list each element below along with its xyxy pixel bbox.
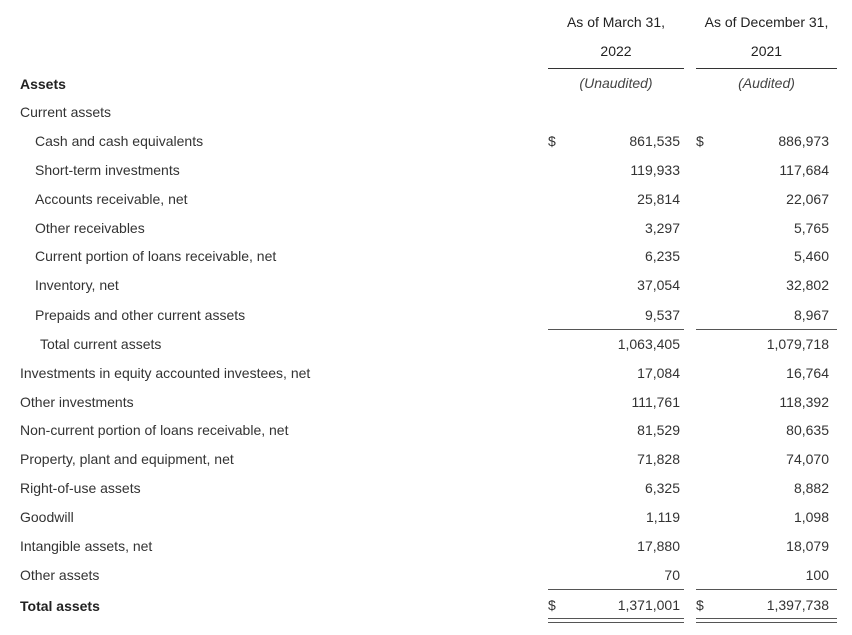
cell-2022-short-term-investments: 119,933 bbox=[630, 162, 680, 178]
row-label-equity-investees: Investments in equity accounted investees, net bbox=[20, 365, 311, 381]
row-label-intangible-assets: Intangible assets, net bbox=[20, 538, 153, 554]
col-2021-header-rule bbox=[696, 68, 837, 69]
cell-2021-total-assets: 1,397,738 bbox=[766, 597, 829, 613]
cell-2021-total-current-assets: 1,079,718 bbox=[766, 336, 829, 352]
col-2022-subheader: (Unaudited) bbox=[579, 75, 653, 91]
col-2022-header-year: 2022 bbox=[600, 43, 632, 59]
currency-symbol: $ bbox=[548, 597, 556, 613]
subsection-title-current-assets: Current assets bbox=[20, 104, 112, 120]
cell-2022-intangible-assets: 17,880 bbox=[637, 538, 680, 554]
total-top-rule bbox=[548, 589, 684, 590]
col-2022-header-rule bbox=[548, 68, 684, 69]
cell-2021-other-investments: 118,392 bbox=[779, 394, 829, 410]
row-label-ppe: Property, plant and equipment, net bbox=[20, 451, 234, 467]
row-label-right-of-use: Right-of-use assets bbox=[20, 480, 141, 496]
col-2021-header-line1: As of December 31, bbox=[704, 14, 829, 30]
cell-2022-right-of-use: 6,325 bbox=[644, 480, 680, 496]
row-label-goodwill: Goodwill bbox=[20, 509, 74, 525]
total-top-rule bbox=[696, 589, 837, 590]
cell-2022-cash: 861,535 bbox=[629, 133, 680, 149]
cell-2021-intangible-assets: 18,079 bbox=[786, 538, 829, 554]
row-label-cash: Cash and cash equivalents bbox=[35, 133, 204, 149]
cell-2022-goodwill: 1,119 bbox=[646, 509, 680, 525]
cell-2021-short-term-investments: 117,684 bbox=[779, 162, 829, 178]
cell-2022-total-assets: 1,371,001 bbox=[617, 597, 680, 613]
cell-2021-noncurrent-loans-receivable: 80,635 bbox=[786, 422, 829, 438]
row-label-prepaids: Prepaids and other current assets bbox=[35, 307, 246, 323]
cell-2022-noncurrent-loans-receivable: 81,529 bbox=[637, 422, 680, 438]
row-label-other-assets: Other assets bbox=[20, 567, 100, 583]
currency-symbol: $ bbox=[696, 597, 704, 613]
cell-2022-other-investments: 111,761 bbox=[631, 394, 680, 410]
subtotal-rule bbox=[696, 329, 837, 330]
cell-2021-inventory: 32,802 bbox=[786, 277, 829, 293]
cell-2021-current-loans-receivable: 5,460 bbox=[793, 248, 829, 264]
cell-2021-goodwill: 1,098 bbox=[793, 509, 829, 525]
subtotal-rule bbox=[548, 329, 684, 330]
cell-2021-prepaids: 8,967 bbox=[793, 307, 829, 323]
row-label-accounts-receivable: Accounts receivable, net bbox=[35, 191, 188, 207]
cell-2021-equity-investees: 16,764 bbox=[786, 365, 829, 381]
cell-2022-current-loans-receivable: 6,235 bbox=[644, 248, 680, 264]
cell-2021-other-assets: 100 bbox=[805, 567, 829, 583]
cell-2021-other-receivables: 5,765 bbox=[793, 220, 829, 236]
row-label-total-current-assets: Total current assets bbox=[40, 336, 162, 352]
cell-2022-inventory: 37,054 bbox=[637, 277, 680, 293]
currency-symbol: $ bbox=[696, 133, 704, 149]
cell-2021-ppe: 74,070 bbox=[786, 451, 829, 467]
cell-2022-ppe: 71,828 bbox=[637, 451, 680, 467]
cell-2022-equity-investees: 17,084 bbox=[637, 365, 680, 381]
row-label-total-assets: Total assets bbox=[20, 598, 100, 614]
row-label-other-receivables: Other receivables bbox=[35, 220, 145, 236]
cell-2022-accounts-receivable: 25,814 bbox=[637, 191, 680, 207]
col-2022-header-line1: As of March 31, bbox=[566, 14, 666, 30]
cell-2022-total-current-assets: 1,063,405 bbox=[617, 336, 680, 352]
row-label-inventory: Inventory, net bbox=[35, 277, 119, 293]
col-2021-subheader: (Audited) bbox=[738, 75, 795, 91]
currency-symbol: $ bbox=[548, 133, 556, 149]
cell-2021-accounts-receivable: 22,067 bbox=[786, 191, 829, 207]
total-double-rule bbox=[548, 618, 684, 623]
cell-2022-other-receivables: 3,297 bbox=[644, 220, 680, 236]
total-double-rule bbox=[696, 618, 837, 623]
col-2021-header-year: 2021 bbox=[750, 43, 783, 59]
row-label-noncurrent-loans-receivable: Non-current portion of loans receivable, net bbox=[20, 422, 289, 438]
cell-2022-other-assets: 70 bbox=[664, 567, 680, 583]
row-label-other-investments: Other investments bbox=[20, 394, 134, 410]
cell-2021-cash: 886,973 bbox=[778, 133, 829, 149]
section-title-assets: Assets bbox=[20, 76, 66, 92]
row-label-short-term-investments: Short-term investments bbox=[35, 162, 180, 178]
cell-2022-prepaids: 9,537 bbox=[644, 307, 680, 323]
cell-2021-right-of-use: 8,882 bbox=[793, 480, 829, 496]
row-label-current-loans-receivable: Current portion of loans receivable, net bbox=[35, 248, 277, 264]
